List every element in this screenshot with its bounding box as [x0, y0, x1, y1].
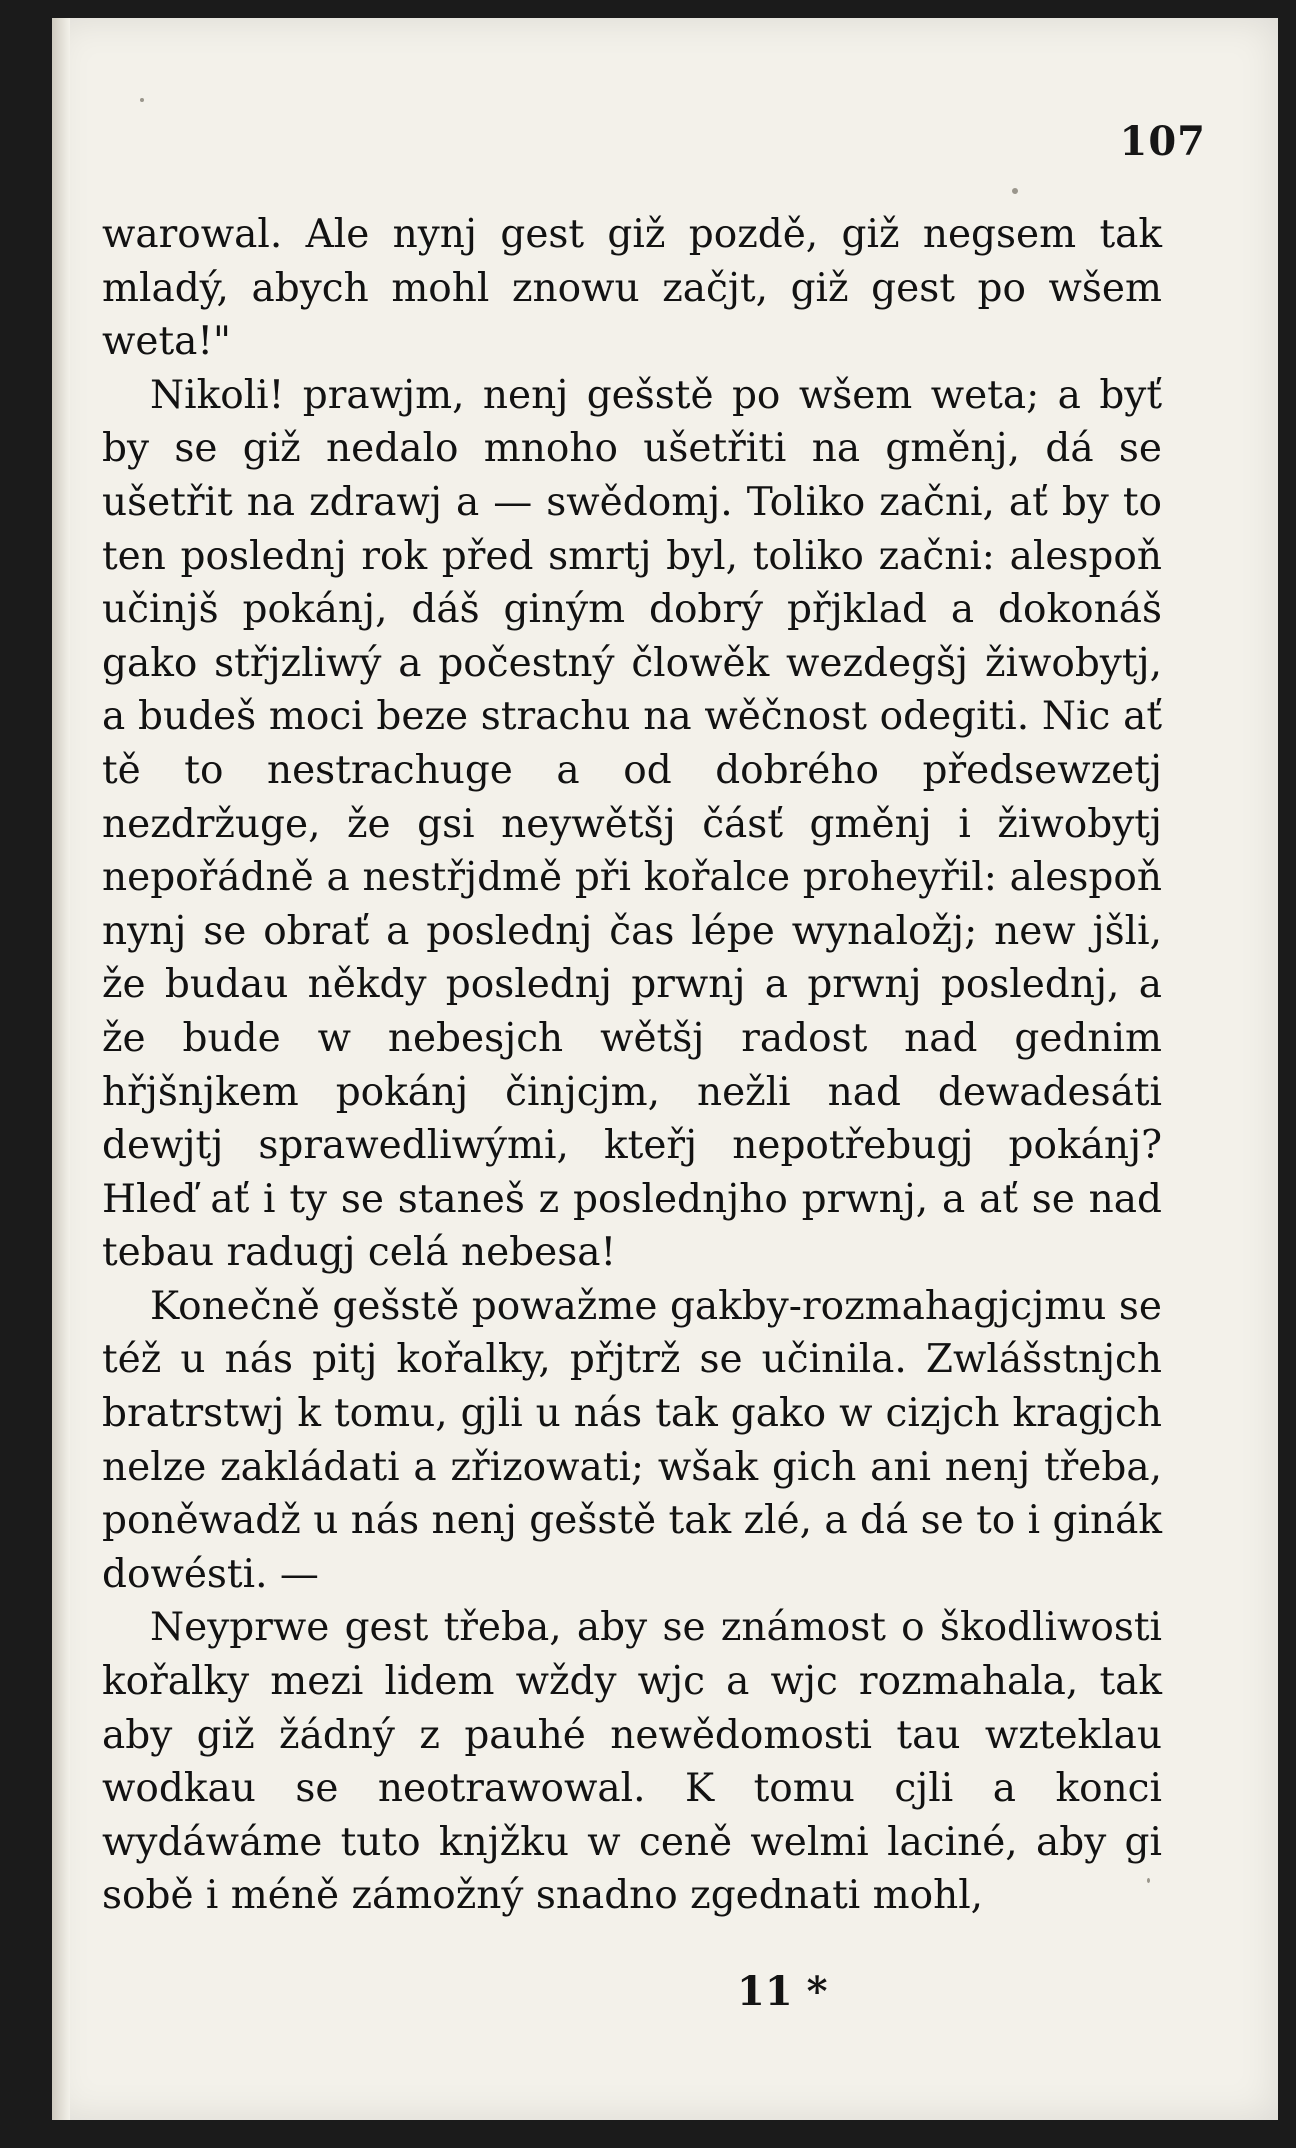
page-number: 107 [1119, 118, 1206, 165]
page-sheet [52, 18, 1278, 2120]
paragraph-1: warowal. Ale nynj gest giž pozdě, giž negsem tak mladý, abych mohl znowu začjt, giž gest po wšem weta!" [102, 212, 1162, 365]
paper-speck [140, 98, 144, 102]
page-gutter-shadow [52, 18, 70, 2120]
paragraph-2: Nikoli! prawjm, nenj gešstě po wšem weta; a byť by se giž nedalo mnoho ušetřiti na gměnj, dá se ušetřit na zdrawj a — swědomj. Toliko začni, ať by to ten poslednj rok před smrtj byl, toliko začni: alespoň učinjš pokánj, dáš giným dobrý přjklad a dokonáš gako střjzliwý a počestný člowěk wezdegšj žiwobytj, a budeš moci beze strachu na wěčnost odegiti. Nic ať tě to nestrachuge a od dobrého předsewzetj nezdržuge, že gsi neywětšj čásť gměnj i žiwobytj nepořádně a nestřjdmě při kořalce proheyřil: alespoň nynj se obrať a poslednj čas lépe wynaložj; new jšli, že budau někdy poslednj prwnj a prwnj poslednj, a že bude w nebesjch wětšj radost nad gednim hřjšnjkem pokánj činjcjm, nežli nad dewadesáti dewjtj sprawedliwými, kteřj nepotřebugj pokánj? Hleď ať i ty se staneš z poslednjho prwnj, a ať se nad tebau radugj celá nebesa! [102, 372, 1162, 1276]
paragraph-3: Konečně gešstě powažme gakby-rozmahagjcjmu se též u nás pitj kořalky, přjtrž se učinila. Zwlášstnjch bratrstwj k tomu, gjli u nás tak gako w cizjch kragjch nelze zakládati a zřizowati; wšak gich ani nenj třeba, poněwadž u nás nenj gešstě tak zlé, a dá se to i ginák dowésti. — [102, 1283, 1162, 1597]
paper-speck [1147, 1878, 1150, 1883]
body-text [102, 208, 1162, 1923]
signature-mark: 11 * [737, 1968, 828, 2015]
paper-speck [1012, 188, 1018, 194]
paragraph-4: Neyprwe gest třeba, aby se známost o škodliwosti kořalky mezi lidem wždy wjc a wjc rozmahala, tak aby giž žádný z pauhé newědomosti tau wzteklau wodkau se neotrawowal. K tomu cjli a konci wydáwáme tuto knjžku w ceně welmi laciné, aby gi sobě i méně zámožný snadno zgednati mohl, [102, 1605, 1162, 1919]
